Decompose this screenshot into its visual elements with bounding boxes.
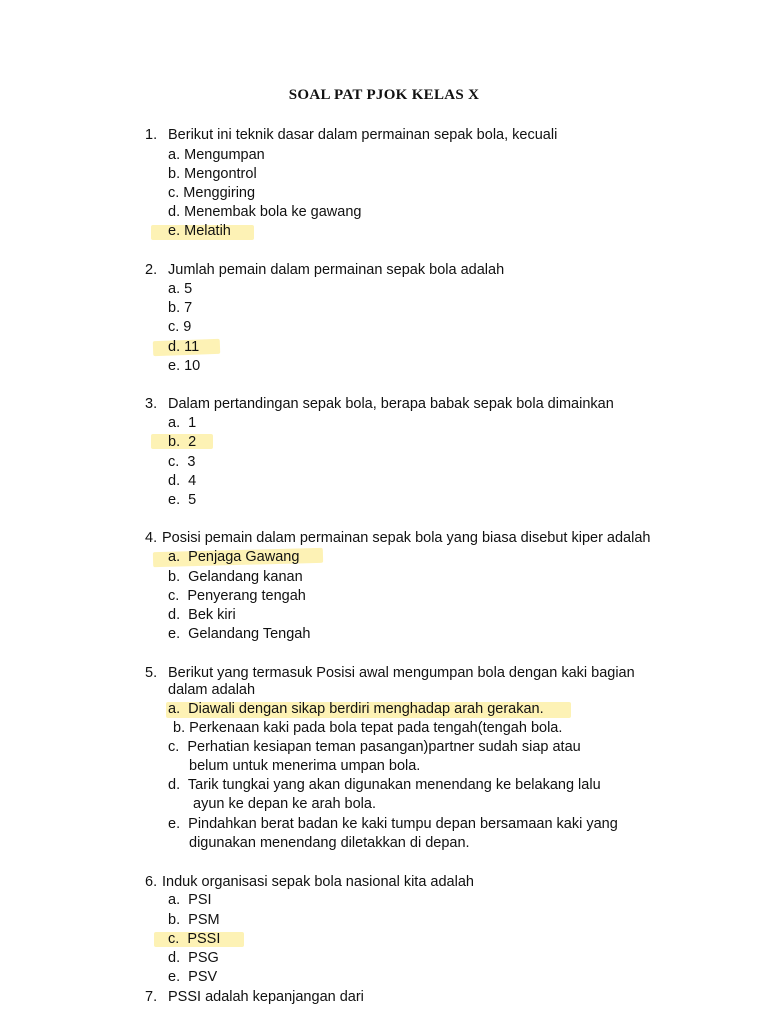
option-highlighted: e. Melatih [168, 223, 231, 239]
option: e. PSV [168, 969, 218, 985]
question-number: 3. [145, 396, 158, 412]
option: d. PSG [168, 950, 219, 966]
option: b. Mengontrol [168, 166, 257, 182]
question-text: Berikut yang termasuk Posisi awal mengumpan bola dengan kaki bagian [168, 665, 635, 681]
question-text: Jumlah pemain dalam permainan sepak bola adalah [168, 262, 505, 278]
question-text: Induk organisasi sepak bola nasional kita adalah [162, 874, 474, 890]
document-title: SOAL PAT PJOK KELAS X [288, 87, 480, 103]
option: c. Penyerang tengah [168, 588, 306, 604]
option-highlighted: b. 2 [168, 434, 197, 450]
option: a. PSI [168, 892, 212, 908]
question-text: PSSI adalah kepanjangan dari [168, 989, 364, 1005]
option-continuation: digunakan menendang diletakkan di depan. [189, 835, 470, 851]
question-number: 5. [145, 665, 158, 681]
question-number: 7. [145, 989, 158, 1005]
option: b. Gelandang kanan [168, 569, 303, 585]
option: b. 7 [168, 300, 193, 316]
question-text: dalam adalah [168, 682, 256, 698]
option: b. Perkenaan kaki pada bola tepat pada tengah(tengah bola. [173, 720, 563, 736]
option: a. 5 [168, 281, 193, 297]
question-number: 6. [145, 874, 158, 890]
question-number: 4. [145, 530, 158, 546]
option-highlighted: a. Diawali dengan sikap berdiri menghadap arah gerakan. [168, 701, 544, 717]
option-continuation: ayun ke depan ke arah bola. [193, 796, 376, 812]
question-text: Dalam pertandingan sepak bola, berapa babak sepak bola dimainkan [168, 396, 614, 412]
option: d. Menembak bola ke gawang [168, 204, 362, 220]
option: c. 9 [168, 319, 192, 335]
question-text: Posisi pemain dalam permainan sepak bola yang biasa disebut kiper adalah [162, 530, 651, 546]
option-highlighted: d. 11 [168, 339, 200, 355]
option-continuation: belum untuk menerima umpan bola. [189, 758, 421, 774]
option: e. 10 [168, 358, 201, 374]
option: d. 4 [168, 473, 197, 489]
question-text: Berikut ini teknik dasar dalam permainan sepak bola, kecuali [168, 127, 558, 143]
option: a. Mengumpan [168, 147, 265, 163]
option: c. 3 [168, 454, 196, 470]
option: d. Tarik tungkai yang akan digunakan menendang ke belakang lalu [168, 777, 601, 793]
option: e. Pindahkan berat badan ke kaki tumpu depan bersamaan kaki yang [168, 816, 618, 832]
question-number: 2. [145, 262, 158, 278]
question-number: 1. [145, 127, 158, 143]
option: b. PSM [168, 912, 220, 928]
option: e. Gelandang Tengah [168, 626, 311, 642]
option: c. Perhatian kesiapan teman pasangan)partner sudah siap atau [168, 739, 581, 755]
option: d. Bek kiri [168, 607, 236, 623]
option-highlighted: c. PSSI [168, 931, 221, 947]
option: c. Menggiring [168, 185, 256, 201]
option: a. 1 [168, 415, 197, 431]
option-highlighted: a. Penjaga Gawang [168, 549, 300, 565]
option: e. 5 [168, 492, 197, 508]
